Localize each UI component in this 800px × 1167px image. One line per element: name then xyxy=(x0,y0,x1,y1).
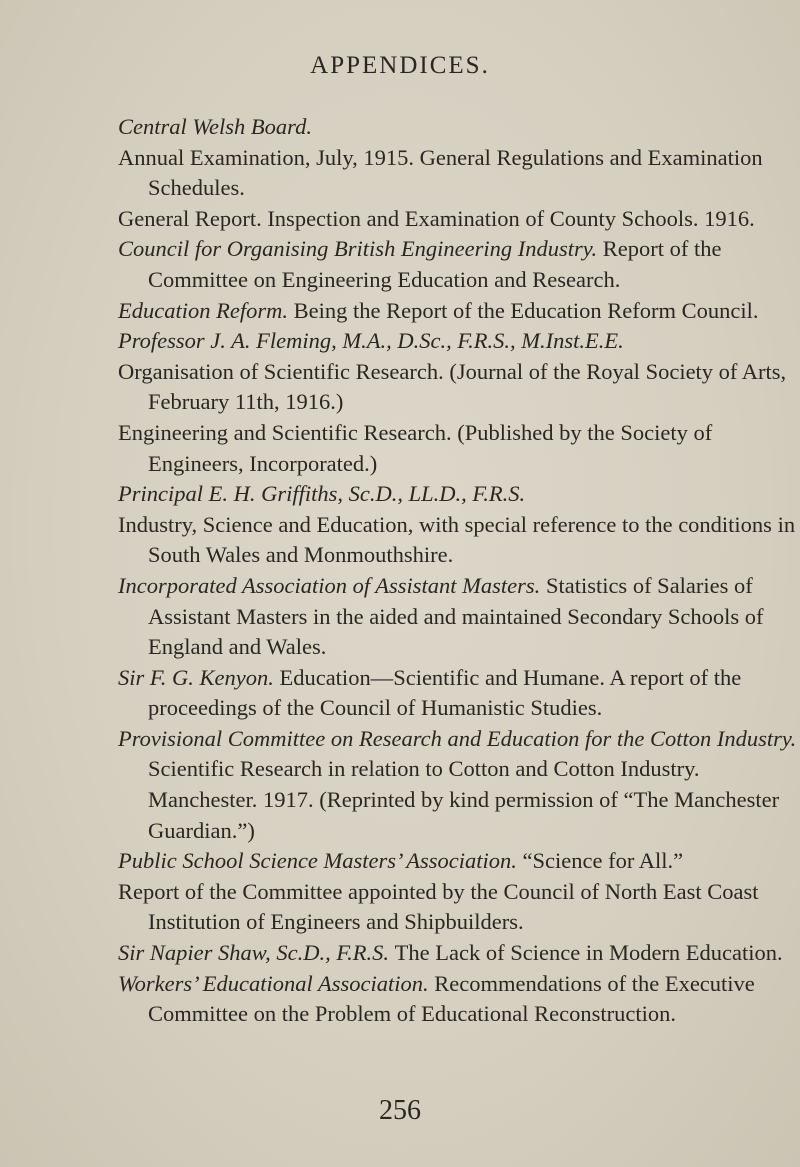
entry-author: Professor J. A. Fleming, M.A., D.Sc., F.R.S., M.Inst.E.E. xyxy=(118,328,624,354)
bibliography-entry xyxy=(0,724,800,846)
entry-work: “Science for All.” xyxy=(522,848,684,874)
entry-work: Being the Report of the Education Reform Council. xyxy=(293,297,759,323)
entry-work: General Report. Inspection and Examination of County Schools. 1916. xyxy=(118,205,755,231)
entry-work: Industry, Science and Education, with special reference to the conditions in South Wales and Monmouthshire. xyxy=(118,511,796,568)
entry-author: Provisional Committee on Research and Education for the Cotton Industry. xyxy=(118,725,797,751)
entry-line xyxy=(0,296,800,327)
entry-work: Recommendations of the Executive Committee on the Problem of Educational Reconstruction. xyxy=(148,970,755,1027)
bibliography-entry xyxy=(0,938,800,969)
bibliography-entry xyxy=(0,234,800,295)
entry-author: Incorporated Association of Assistant Masters. xyxy=(118,572,541,598)
bibliography-list xyxy=(0,112,800,1030)
page-header: APPENDICES. xyxy=(310,52,490,79)
bibliography-entry xyxy=(0,877,800,938)
entry-author: Sir F. G. Kenyon. xyxy=(118,664,274,690)
entry-author: Public School Science Masters’ Association. xyxy=(118,848,517,874)
entry-line xyxy=(0,663,800,724)
entry-work: Scientific Research in relation to Cotton and Cotton Industry. Manchester. 1917. (Reprinted by kind permission of “The Manchester Guardian.”) xyxy=(148,756,780,843)
entry-work: Report of the Committee appointed by the Council of North East Coast Institution of Engineers and Shipbuilders. xyxy=(118,878,759,935)
entry-work: Engineering and Scientific Research. (Published by the Society of Engineers, Incorporated.) xyxy=(118,419,713,476)
entry-line xyxy=(0,846,800,877)
entry-author: Education Reform. xyxy=(118,297,288,323)
entry-author: Council for Organising British Engineering Industry. xyxy=(118,236,598,262)
entry-author: Workers’ Educational Association. xyxy=(118,970,429,996)
bibliography-entry xyxy=(0,296,800,327)
page-number: 256 xyxy=(379,1095,421,1126)
bibliography-entry xyxy=(0,663,800,724)
entry-work: Education—Scientific and Humane. A report of the proceedings of the Council of Humanistic Studies. xyxy=(148,664,742,721)
bibliography-entry xyxy=(0,969,800,1030)
entry-work: Report of the Committee on Engineering Education and Research. xyxy=(148,236,722,292)
entry-line xyxy=(0,969,800,1030)
entry-line xyxy=(0,571,800,663)
entry-author: Central Welsh Board. xyxy=(118,114,312,139)
entry-author: Principal E. H. Griffiths, Sc.D., LL.D., F.R.S. xyxy=(118,481,526,507)
entry-work: Annual Examination, July, 1915. General Regulations and Examination Schedules. xyxy=(118,144,763,201)
bibliography-entry xyxy=(0,326,800,479)
entry-line xyxy=(0,234,800,295)
entry-line xyxy=(0,724,800,846)
bibliography-entry xyxy=(0,846,800,877)
bibliography-entry xyxy=(0,571,800,663)
entry-author: Sir Napier Shaw, Sc.D., F.R.S. xyxy=(118,940,390,966)
entry-work: Statistics of Salaries of Assistant Masters in the aided and maintained Secondary Schools of England and Wales. xyxy=(148,572,764,660)
entry-work: The Lack of Science in Modern Education. xyxy=(394,940,783,966)
bibliography-entry xyxy=(0,479,800,571)
bibliography-entry xyxy=(0,112,800,234)
entry-work: Organisation of Scientific Research. (Journal of the Royal Society of Arts, February 11th, 1916.) xyxy=(118,358,787,415)
entry-line xyxy=(0,938,800,969)
